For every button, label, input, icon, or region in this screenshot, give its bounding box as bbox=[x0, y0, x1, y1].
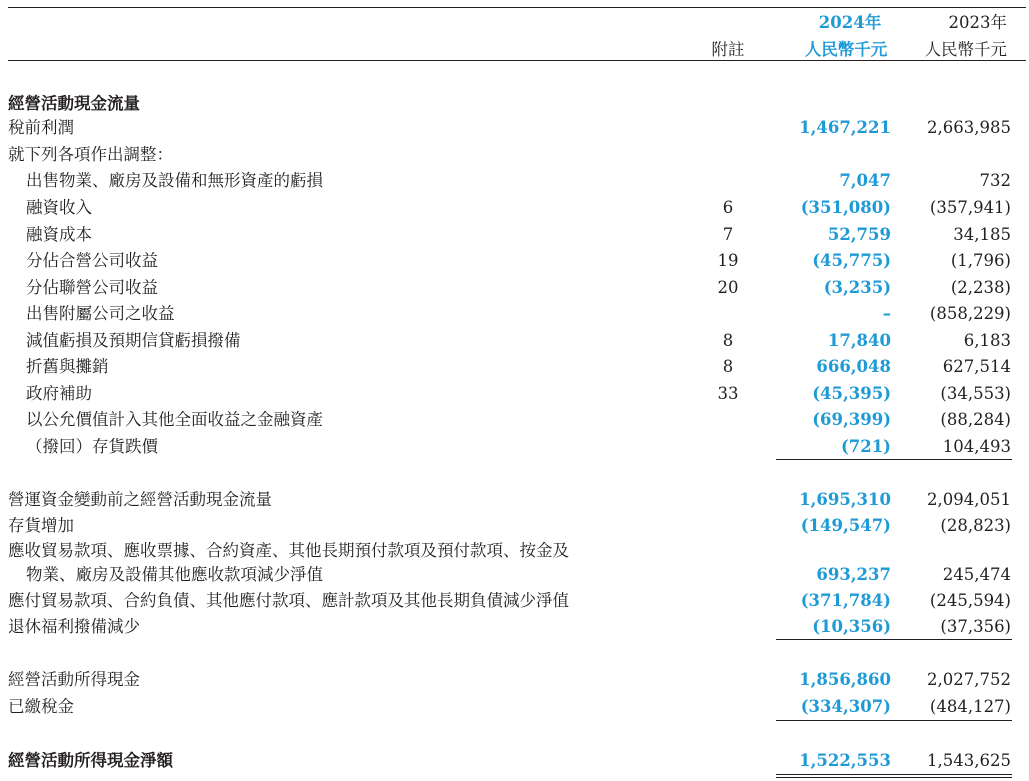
row-value-prior: (858,229) bbox=[929, 304, 1011, 323]
row-label: 已繳稅金 bbox=[8, 697, 74, 716]
row-value-prior: (357,941) bbox=[929, 198, 1011, 217]
table-row bbox=[0, 195, 1029, 221]
row-value-current: 1,695,310 bbox=[799, 490, 891, 509]
subtotal-rule bbox=[776, 720, 1012, 721]
row-value-prior: (88,284) bbox=[940, 410, 1011, 429]
row-value-prior: 2,027,752 bbox=[927, 670, 1011, 689]
row-value-prior: 732 bbox=[979, 171, 1011, 190]
row-label: 減值虧損及預期信貸虧損撥備 bbox=[26, 331, 241, 350]
row-label: 折舊與攤銷 bbox=[26, 357, 109, 376]
table-row bbox=[0, 381, 1029, 407]
row-value-prior: (2,238) bbox=[950, 278, 1011, 297]
row-value-current: – bbox=[882, 304, 891, 323]
table-row bbox=[0, 407, 1029, 433]
row-label: 政府補助 bbox=[26, 384, 92, 403]
row-label: 稅前利潤 bbox=[8, 118, 74, 137]
table-row bbox=[0, 301, 1029, 327]
row-value-prior: 6,183 bbox=[963, 331, 1011, 350]
row-value-current: (721) bbox=[840, 437, 891, 456]
row-label: 經營活動所得現金淨額 bbox=[8, 751, 173, 770]
row-value-prior: 1,543,625 bbox=[927, 751, 1011, 770]
row-label: 出售附屬公司之收益 bbox=[26, 304, 175, 323]
header-year-current: 2024年 bbox=[818, 13, 882, 32]
row-value-prior: 245,474 bbox=[942, 565, 1011, 584]
row-value-current: 1,856,860 bbox=[799, 670, 891, 689]
row-value-prior: (484,127) bbox=[929, 697, 1011, 716]
top-rule bbox=[8, 7, 1026, 8]
row-label: （撥回）存貨跌價 bbox=[26, 437, 158, 456]
row-value-current: (371,784) bbox=[800, 591, 891, 610]
row-value-current: (45,395) bbox=[812, 384, 891, 403]
row-value-current: (45,775) bbox=[812, 251, 891, 270]
table-row bbox=[0, 562, 1029, 588]
row-value-current: 693,237 bbox=[816, 565, 891, 584]
row-label: 經營活動所得現金 bbox=[8, 670, 140, 689]
row-value-prior: (37,356) bbox=[940, 617, 1011, 636]
header-rule bbox=[8, 60, 1026, 61]
total-rule-double bbox=[776, 777, 1012, 778]
table-row bbox=[0, 434, 1029, 460]
subtotal-rule bbox=[776, 459, 1012, 460]
table-row bbox=[0, 538, 1029, 564]
header-year-prior: 2023年 bbox=[948, 13, 1007, 32]
table-row bbox=[0, 115, 1029, 141]
table-row bbox=[0, 275, 1029, 301]
table-row bbox=[0, 667, 1029, 693]
row-value-current: (10,356) bbox=[812, 617, 891, 636]
table-row bbox=[0, 487, 1029, 513]
row-value-current: (149,547) bbox=[800, 516, 891, 535]
row-note: 8 bbox=[722, 331, 734, 350]
table-row bbox=[0, 142, 1029, 168]
row-value-current: (334,307) bbox=[800, 697, 891, 716]
row-label: 以公允價值計入其他全面收益之金融資產 bbox=[26, 410, 323, 429]
row-label: 存貨增加 bbox=[8, 516, 74, 535]
row-value-prior: 627,514 bbox=[942, 357, 1011, 376]
row-label: 物業、廠房及設備其他應收款項減少淨值 bbox=[26, 565, 323, 584]
header-note-label: 附註 bbox=[711, 40, 745, 59]
table-row bbox=[0, 168, 1029, 194]
row-value-prior: 104,493 bbox=[942, 437, 1011, 456]
row-value-prior: (34,553) bbox=[940, 384, 1011, 403]
row-label: 融資收入 bbox=[26, 198, 92, 217]
row-label: 融資成本 bbox=[26, 225, 92, 244]
row-value-current: 1,522,553 bbox=[799, 751, 891, 770]
row-value-prior: (245,594) bbox=[929, 591, 1011, 610]
row-value-current: (69,399) bbox=[812, 410, 891, 429]
table-row-total bbox=[0, 748, 1029, 774]
row-label: 就下列各項作出調整： bbox=[8, 145, 173, 164]
table-row bbox=[0, 354, 1029, 380]
row-value-current: 52,759 bbox=[827, 225, 891, 244]
table-row bbox=[0, 248, 1029, 274]
subtotal-rule bbox=[776, 639, 1012, 640]
total-rule bbox=[776, 774, 1012, 775]
row-value-current: 7,047 bbox=[839, 171, 891, 190]
row-label: 分佔聯營公司收益 bbox=[26, 278, 158, 297]
row-value-current: 17,840 bbox=[827, 331, 891, 350]
row-value-current: 666,048 bbox=[816, 357, 891, 376]
row-value-current: (3,235) bbox=[823, 278, 891, 297]
row-label: 營運資金變動前之經營活動現金流量 bbox=[8, 490, 272, 509]
row-label: 分佔合營公司收益 bbox=[26, 251, 158, 270]
row-value-prior: 2,663,985 bbox=[927, 118, 1011, 137]
header-currency-prior: 人民幣千元 bbox=[924, 40, 1007, 59]
row-note: 7 bbox=[722, 225, 734, 244]
header-currency-current: 人民幣千元 bbox=[804, 40, 888, 59]
row-label: 退休福利撥備減少 bbox=[8, 617, 140, 636]
table-row bbox=[0, 588, 1029, 614]
row-label: 出售物業、廠房及設備和無形資產的虧損 bbox=[26, 171, 323, 190]
row-note: 6 bbox=[722, 198, 734, 217]
row-value-prior: 34,185 bbox=[953, 225, 1011, 244]
row-value-current: (351,080) bbox=[800, 198, 891, 217]
row-label: 應付貿易款項、合約負債、其他應付款項、應計款項及其他長期負債減少淨值 bbox=[8, 591, 569, 610]
table-row bbox=[0, 694, 1029, 720]
table-row bbox=[0, 614, 1029, 640]
row-value-prior: (1,796) bbox=[950, 251, 1011, 270]
row-note: 33 bbox=[717, 384, 739, 403]
section-title: 經營活動現金流量 bbox=[8, 94, 140, 113]
row-value-prior: (28,823) bbox=[940, 516, 1011, 535]
row-value-current: 1,467,221 bbox=[799, 118, 891, 137]
table-row bbox=[0, 513, 1029, 539]
table-row bbox=[0, 328, 1029, 354]
table-row bbox=[0, 222, 1029, 248]
row-note: 8 bbox=[722, 357, 734, 376]
row-note: 20 bbox=[717, 278, 739, 297]
row-note: 19 bbox=[717, 251, 739, 270]
row-label: 應收貿易款項、應收票據、合約資產、其他長期預付款項及預付款項、按金及 bbox=[8, 541, 569, 560]
row-value-prior: 2,094,051 bbox=[927, 490, 1011, 509]
